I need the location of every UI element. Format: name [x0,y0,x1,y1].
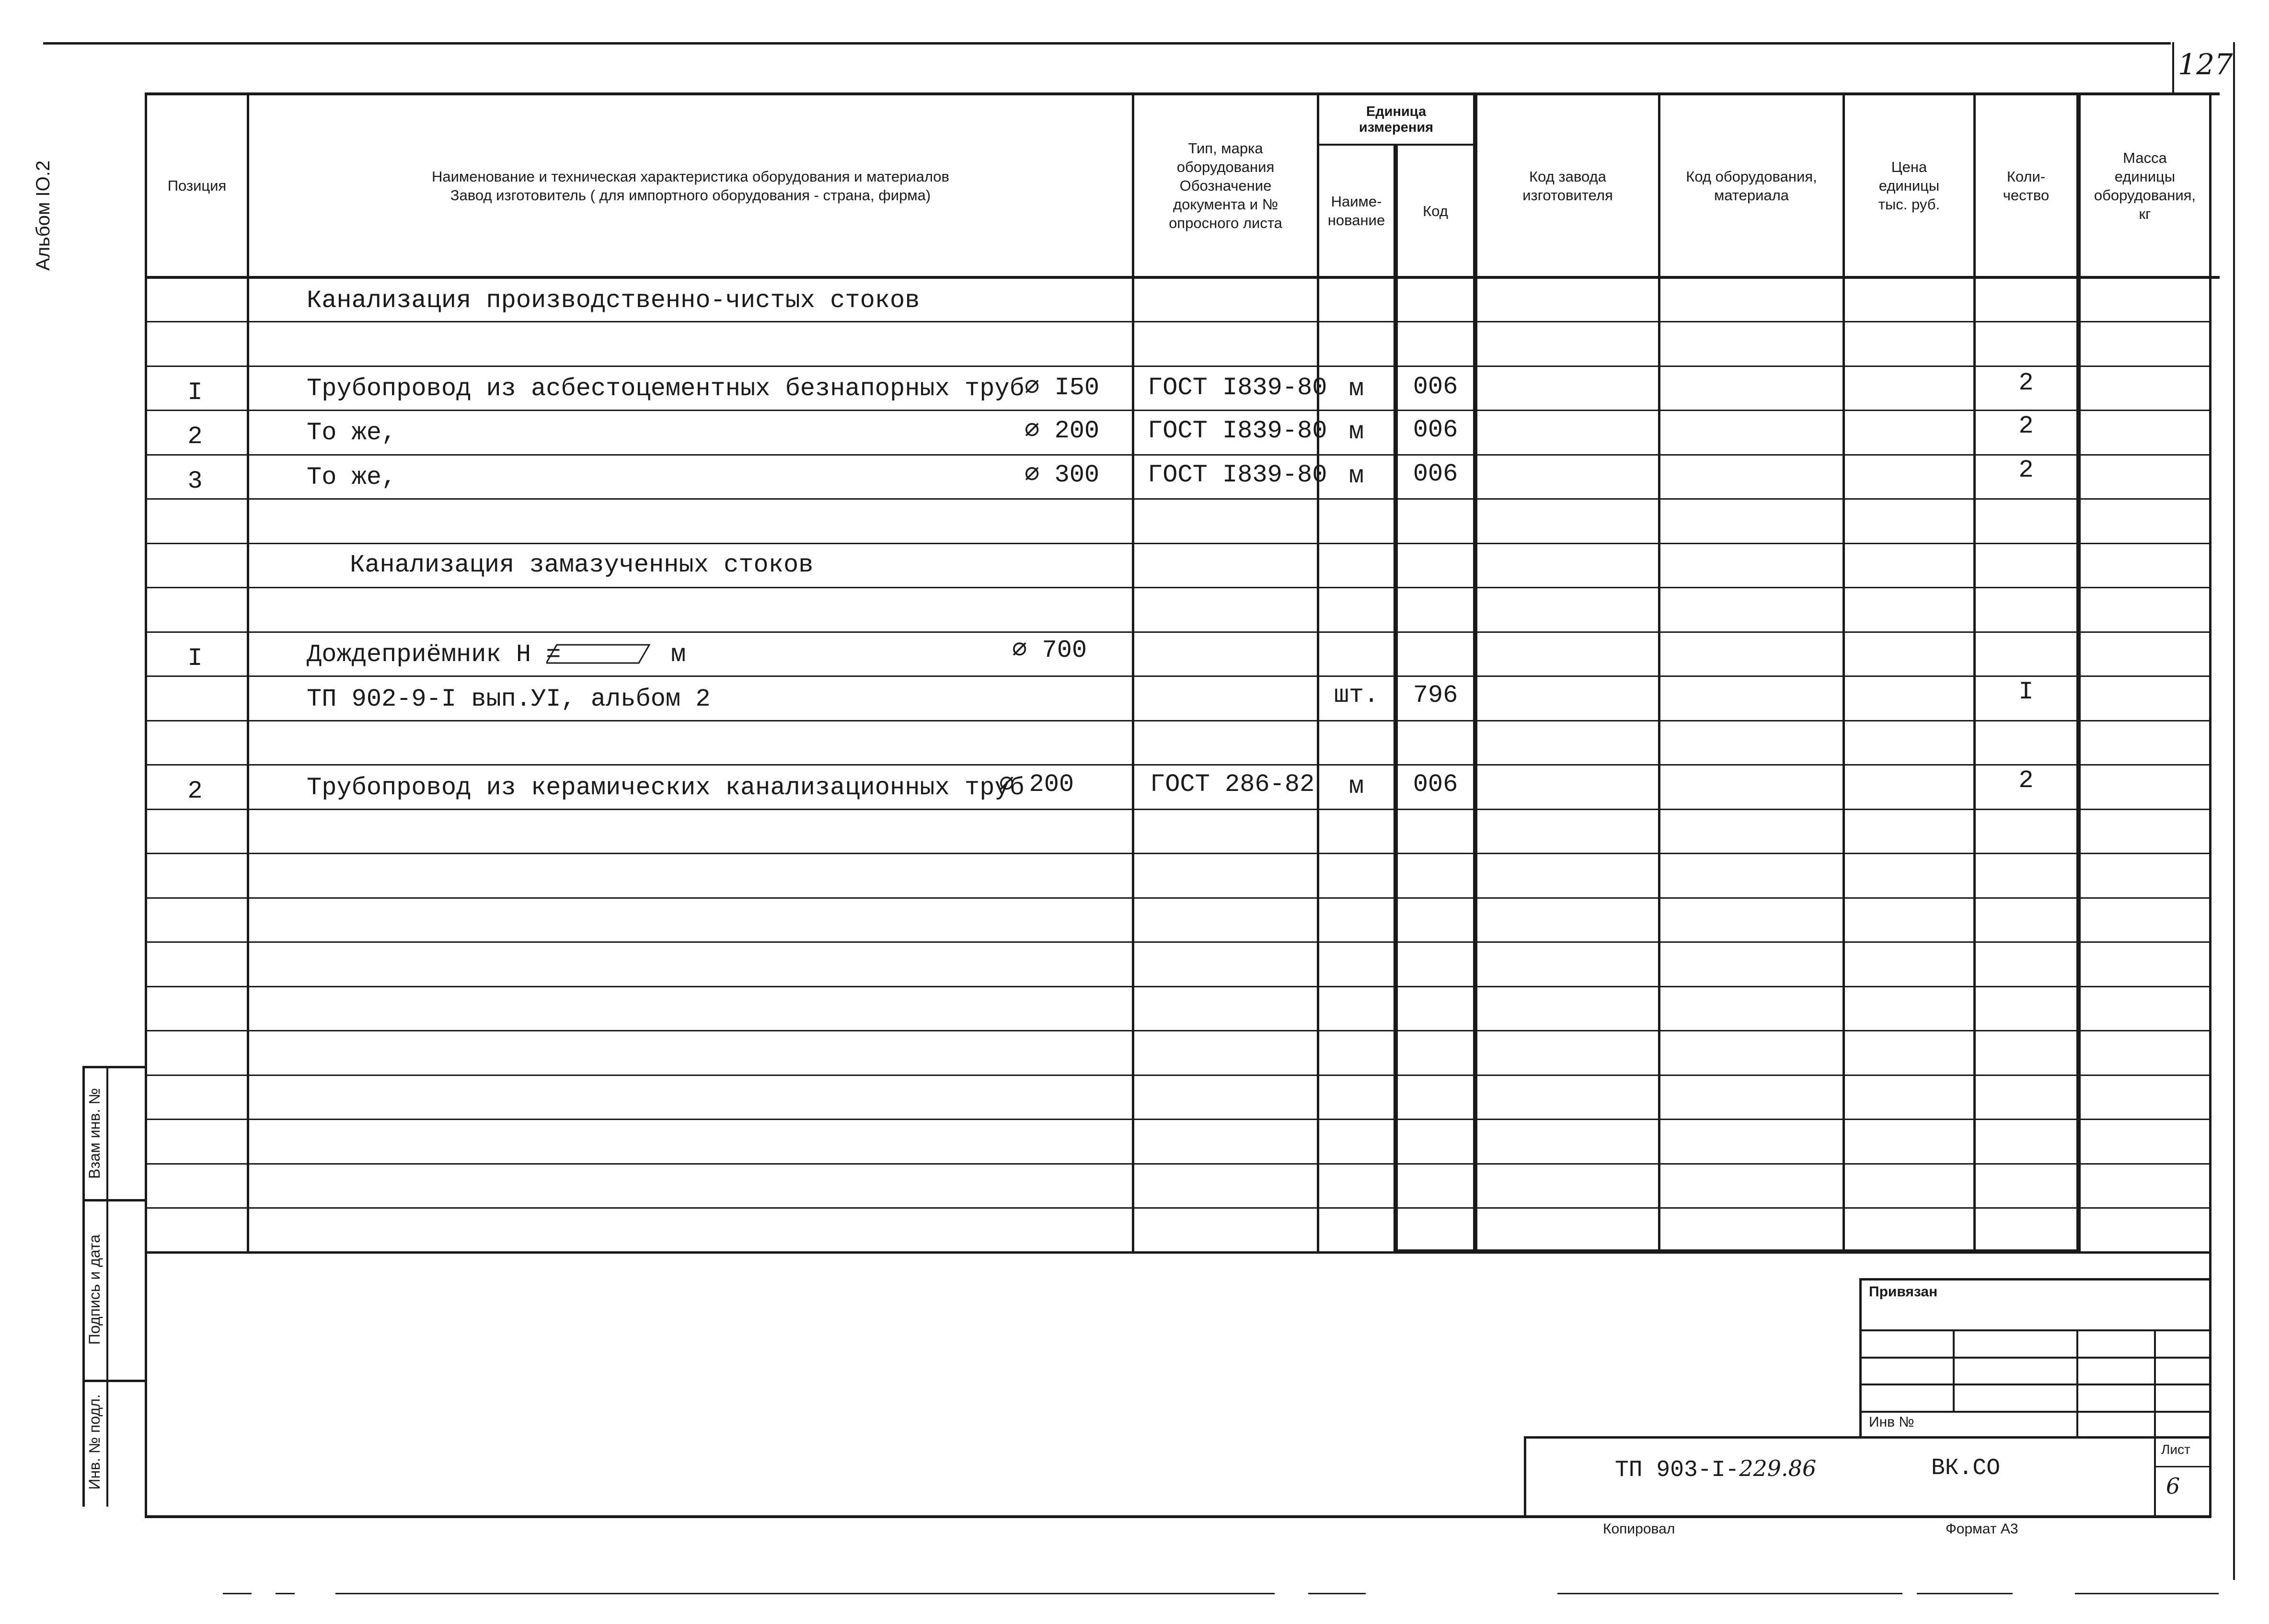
table-row-name: Трубопровод из керамических канализационных труб [307,774,1025,802]
table-row-code: 006 [1413,416,1458,444]
table-right-line [2209,92,2211,1518]
table-row-diameter: ∅ 700 [1012,636,1087,664]
table-row-name-suffix: м [671,640,686,669]
document-number-prefix: ТП 903-I- [1615,1457,1739,1483]
table-row-unit: м [1348,418,1364,446]
table-row-unit: м [1348,375,1364,403]
table-row-position: I [187,378,203,407]
stamp-inv-replace: Взам инв. № [86,1088,103,1179]
header-unit-name: Наиме- нование [1327,193,1385,229]
header-mass: Масса единицы оборудования, кг [2094,149,2196,222]
footer-copied: Копировал [1603,1521,1675,1537]
table-row-position: 3 [187,467,203,495]
table-row-quantity: I [2018,678,2034,706]
title-attached-label: Привязан [1869,1284,1938,1300]
col-line-unit-code [1473,92,1477,1254]
table-bottom-line [145,1515,2211,1518]
table-row-code: 006 [1413,770,1458,799]
table-row-position: 2 [187,423,203,451]
table-row-type: ГОСТ 286-82 [1150,770,1315,799]
bold-block-bottom [1394,1249,2081,1254]
page-number-box-left [2172,42,2174,92]
table-row-name: Трубопровод из асбестоцементных безнапорных труб [307,375,1025,403]
section-title-clean-drains: Канализация производственно-чистых стоков [307,286,920,315]
table-row-type: ГОСТ I839-80 [1148,417,1327,445]
table-row-name: То же, [307,419,397,447]
table-row-type: ГОСТ I839-80 [1148,374,1327,402]
header-name-line1: Наименование и техническая характеристика оборудования и материалов [431,168,950,185]
table-row-type: ГОСТ I839-80 [1148,461,1327,489]
table-row-quantity: 2 [2018,369,2034,397]
header-equipment-code: Код оборудования, материала [1686,168,1817,204]
table-row-quantity: 2 [2018,412,2034,440]
header-type: Тип, марка оборудования Обозначение документа и № опросного листа [1169,140,1282,231]
section-title-oily-drains: Канализация замазученных стоков [350,551,814,579]
document-section: ВК.СО [1931,1455,2001,1481]
sheet-label: Лист [2161,1442,2190,1457]
table-row-name: ТП 902-9-I вып.УI, альбом 2 [307,685,711,713]
top-border-line [43,42,2171,45]
table-row-unit: шт. [1334,681,1379,709]
table-row-diameter: ∅ I50 [1025,374,1100,402]
album-label: Альбом IO.2 [33,160,54,271]
header-name-line2: Завод изготовитель ( для импортного оборудования - страна, фирма) [450,186,931,204]
sheet-value: 6 [2166,1473,2180,1499]
table-row-code: 796 [1413,681,1458,709]
header-price: Цена единицы тыс. руб. [1878,159,1940,213]
table-row-quantity: 2 [2018,456,2034,484]
header-unit-code: Код [1423,202,1448,219]
stamp-sign-date: Подпись и дата [86,1234,103,1345]
page-number: 127 [2178,48,2233,81]
document-number-handwritten: 229.86 [1739,1455,1817,1481]
header-position: Позиция [167,177,227,194]
side-stamp-top [82,1066,147,1068]
header-quantity: Коли- чество [2003,168,2050,204]
table-row-unit: м [1348,462,1364,490]
header-name [249,95,1132,276]
col-line-unit-name [1394,144,1398,1254]
title-inv-no-label: Инв № [1869,1414,1914,1430]
table-row-unit: м [1348,772,1364,801]
table-row-code: 006 [1413,460,1458,488]
table-row-name: То же, [307,463,397,492]
table-row-position: I [187,644,203,673]
table-row-position: 2 [187,777,203,805]
header-unit-group: Единица измерения [1359,103,1434,135]
header-maker-code: Код завода изготовителя [1522,168,1613,204]
table-row-quantity: 2 [2018,766,2034,795]
blank-height-field [546,642,657,667]
table-row-diameter: ∅ 200 [1025,417,1100,445]
table-row-diameter: ∅ 200 [999,770,1074,799]
table-row-name: Дождеприёмник Н = [307,640,561,669]
stamp-inv-original: Инв. № подл. [86,1394,103,1490]
side-stamp-mid [106,1066,108,1507]
col-line-quantity [2076,92,2081,1254]
document-number [1615,1455,1816,1483]
table-row-diameter: ∅ 300 [1025,461,1100,489]
right-border-line [2233,42,2235,1580]
header-bottom-line [145,276,2220,279]
footer-format: Формат А3 [1946,1521,2018,1537]
side-stamp-sep-1 [82,1199,147,1201]
table-row-code: 006 [1413,373,1458,401]
